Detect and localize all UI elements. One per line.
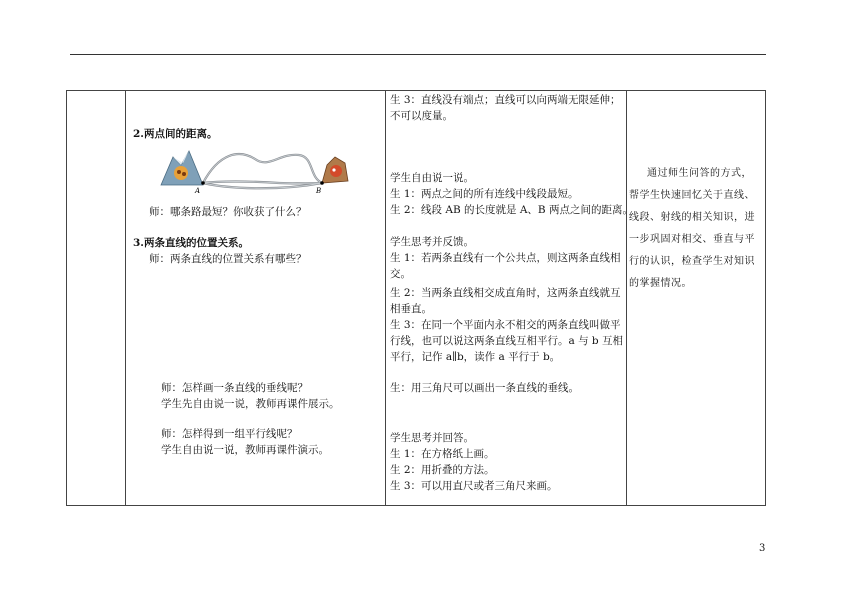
point-b-dot [320, 181, 324, 185]
point-b-label: B [316, 187, 322, 193]
student-answer: 学生自由说一说。 [390, 172, 474, 184]
design-intent-text: 通过师生问答的方式，帮学生快速回忆关于直线、线段、射线的相关知识，进一步巩固对相交、垂直与平行的认识，检查学生对知识的掌握情况。 [629, 168, 755, 289]
student-answer: 生：用三角尺可以画出一条直线的垂线。 [390, 382, 579, 394]
column-divider [385, 91, 386, 505]
heading-relation: 3.两条直线的位置关系。 [133, 237, 249, 249]
note-parallel: 学生自由说一说，教师再课件演示。 [161, 444, 329, 456]
column-divider [626, 91, 627, 505]
student-answer: 学生思考并回答。 [390, 432, 474, 444]
student-answer: 不可以度量。 [390, 110, 453, 122]
column-divider [125, 91, 126, 505]
lesson-table [66, 90, 766, 506]
note-perpendicular: 学生先自由说一说，教师再课件展示。 [161, 398, 340, 410]
path-illustration [159, 143, 349, 193]
student-answer: 生 3：直线没有端点；直线可以向两端无限延伸； [390, 94, 621, 106]
point-a-dot [201, 181, 205, 185]
student-answer: 生 1：在方格纸上画。 [390, 448, 495, 460]
student-answer: 学生思考并反馈。 [390, 236, 474, 248]
student-answer: 交。 [390, 268, 411, 280]
question-parallel: 师：怎样得到一组平行线呢？ [161, 428, 298, 440]
student-answer: 生 2：线段 AB 的长度就是 A、B 两点之间的距离。 [390, 204, 633, 216]
mountain-a-icon [161, 151, 203, 185]
student-answer: 生 3：在同一个平面内永不相交的两条直线叫做平 [390, 319, 621, 331]
student-answer: 生 1：两点之间的所有连线中线段最短。 [390, 188, 579, 200]
question-perpendicular: 师：怎样画一条直线的垂线呢？ [161, 382, 308, 394]
header-rule [70, 54, 766, 55]
design-intent [629, 163, 761, 295]
rock-b-icon [322, 157, 348, 183]
student-answer: 平行，记作 a∥b，读作 a 平行于 b。 [390, 351, 561, 363]
question-shortest: 师：哪条路最短？你收获了什么？ [149, 206, 307, 218]
point-a-label: A [195, 187, 201, 193]
question-relation: 师：两条直线的位置关系有哪些？ [149, 253, 307, 265]
student-answer: 生 3：可以用直尺或者三角尺来画。 [390, 480, 558, 492]
student-answer: 行线，也可以说这两条直线互相平行。a 与 b 互相 [390, 335, 623, 347]
student-answer: 生 1：若两条直线有一个公共点，则这两条直线相 [390, 252, 621, 264]
student-answer: 相垂直。 [390, 303, 432, 315]
heading-distance: 2.两点间的距离。 [133, 128, 218, 140]
page-number: 3 [759, 543, 766, 554]
student-answer: 生 2：当两条直线相交成直角时，这两条直线就互 [390, 287, 621, 299]
student-answer: 生 2：用折叠的方法。 [390, 464, 495, 476]
